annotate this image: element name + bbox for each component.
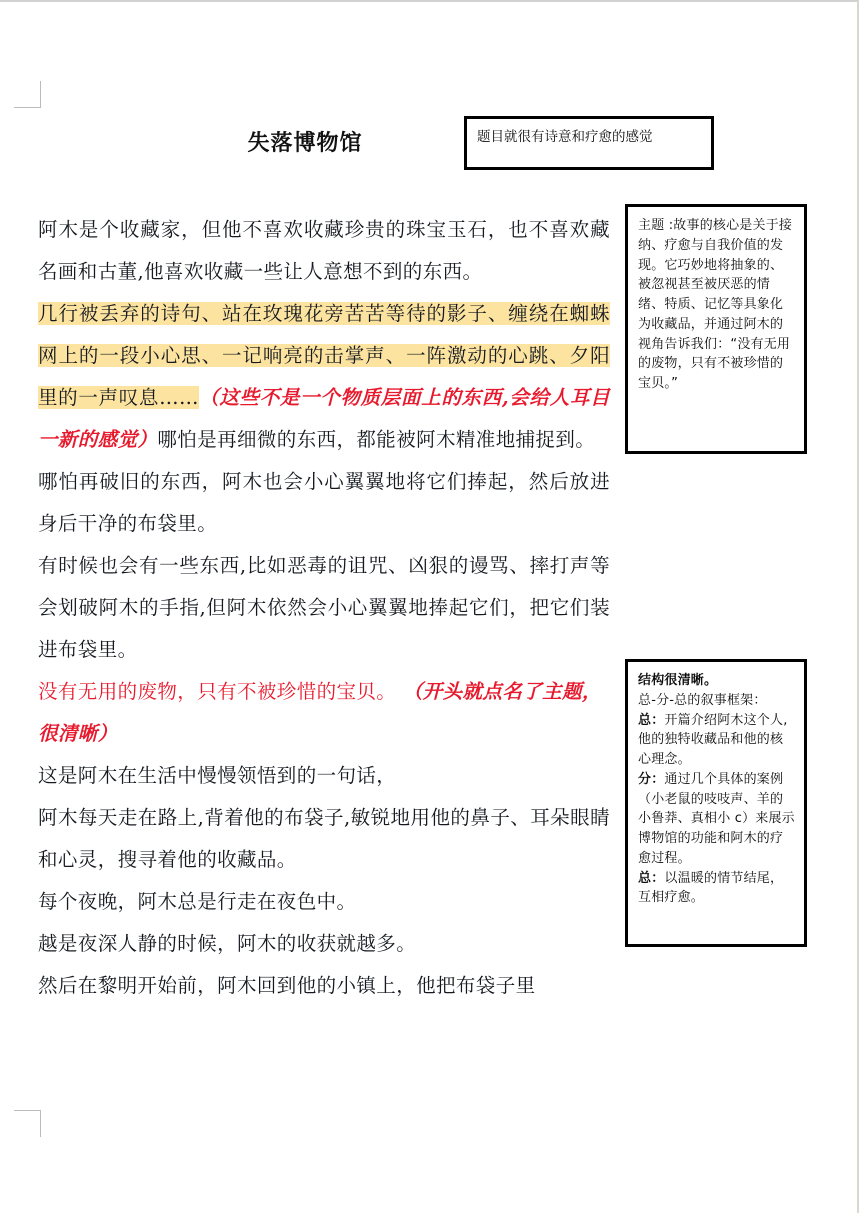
annotation-structure-fen: [638, 770, 795, 869]
page-title: 失落博物馆: [247, 131, 363, 156]
annotation-structure-zong2: [638, 869, 795, 909]
body-paragraph-4: 有时候也会有一些东西,比如恶毒的诅咒、凶狠的谩骂、摔打声等会划破阿木的手指,但阿木依然会小心翼翼地捧起它们，把它们装进布袋里。: [38, 554, 610, 661]
annotation-theme-text: 主题 :故事的核心是关于接纳、疗愈与自我价值的发现。它巧妙地将抽象的、被忽视甚至被厌恶的情绪、特质、记忆等具象化为收藏品，并通过阿木的视角告诉我们：“没有无用的废物，只有不被珍惜的宝贝。”: [638, 218, 793, 391]
inline-annotation-2: （开头就点名了主题，很清晰）: [38, 680, 602, 745]
annotation-title-note-text: 题目就很有诗意和疗愈的感觉: [477, 129, 653, 145]
highlighted-passage: 几行被丢弃的诗句、站在玫瑰花旁苦苦等待的影子、缠绕在蜘蛛网上的一段小心思、一记响亮的击掌声、一阵激动的心跳、夕阳里的一声叹息……: [38, 302, 610, 409]
inline-annotation-1: （这些不是一个物质层面上的东西,会给人耳目一新的感觉）: [38, 386, 610, 451]
body-paragraph-3: 哪怕再破旧的东西，阿木也会小心翼翼地将它们捧起，然后放进身后干净的布袋里。: [38, 470, 610, 535]
body-paragraph-9: 越是夜深人静的时候，阿木的收获就越多。: [38, 932, 417, 955]
body-paragraph-10: 然后在黎明开始前，阿木回到他的小镇上，他把布袋子里: [38, 974, 536, 997]
body-paragraph-7: 阿木每天走在路上,背着他的布袋子,敏锐地用他的鼻子、耳朵眼睛和心灵，搜寻着他的收藏品。: [38, 806, 610, 871]
annotation-box-theme: [625, 204, 807, 454]
document-body: [38, 209, 610, 1007]
body-theme-sentence: 没有无用的废物，只有不被珍惜的宝贝。: [38, 680, 397, 703]
annotation-label-fen: 分：: [638, 771, 665, 787]
annotation-structure-framework: 总-分-总的叙事框架：: [638, 692, 767, 708]
annotation-structure-zong1: [638, 711, 795, 770]
annotation-body-zong-1: 开篇介绍阿木这个人,他的独特收藏品和他的核心理念。: [638, 712, 788, 767]
annotation-label-zong-2: 总：: [638, 870, 665, 886]
body-paragraph-8: 每个夜晚，阿木总是行走在夜色中。: [38, 890, 357, 913]
body-paragraph-1: 阿木是个收藏家，但他不喜欢收藏珍贵的珠宝玉石，也不喜欢藏名画和古董,他喜欢收藏一些让人意想不到的东西。: [38, 218, 610, 283]
crop-mark-bottom-left: [14, 1110, 41, 1137]
annotation-structure-heading: 结构很清晰。: [638, 673, 718, 688]
body-paragraph-2: [38, 293, 610, 461]
body-paragraph-5: [38, 671, 610, 755]
annotation-label-zong-1: 总：: [638, 712, 665, 728]
annotation-box-structure: [625, 659, 807, 947]
body-paragraph-6: 这是阿木在生活中慢慢领悟到的一句话，: [38, 764, 397, 787]
annotation-body-zong-2: 以温暖的情节结尾，互相疗愈。: [638, 870, 784, 906]
annotation-box-title-note: [464, 116, 714, 170]
crop-mark-top-left: [14, 81, 41, 108]
body-paragraph-2-tail: 哪怕是再细微的东西，都能被阿木精准地捕捉到。: [157, 428, 596, 451]
annotation-body-fen: 通过几个具体的案例（小老鼠的吱吱声、羊的小鲁莽、真相小 c）来展示博物馆的功能和阿木的疗愈过程。: [638, 771, 795, 866]
